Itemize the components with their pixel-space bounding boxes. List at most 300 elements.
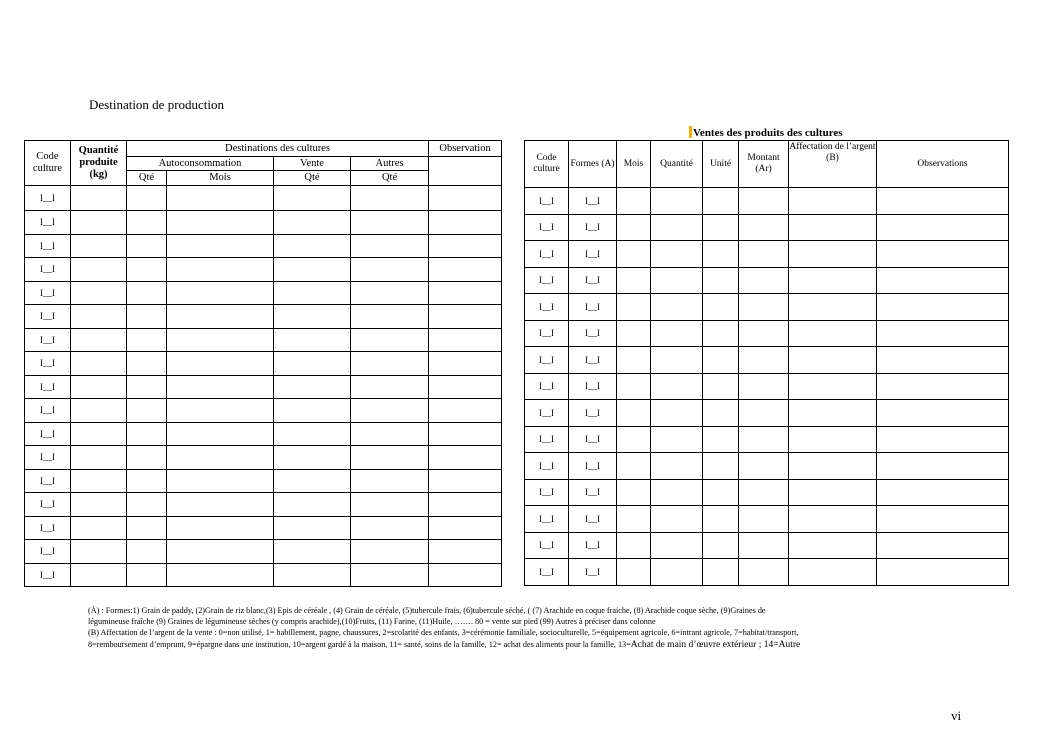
entry-cell[interactable] [739, 294, 789, 321]
right-table-body [525, 188, 1009, 586]
entry-cell[interactable] [429, 305, 502, 329]
entry-cell[interactable] [351, 399, 429, 423]
entry-cell[interactable] [739, 188, 789, 215]
entry-cell[interactable] [429, 375, 502, 399]
entry-cell[interactable] [351, 446, 429, 470]
entry-cell[interactable] [274, 186, 351, 211]
code-culture-cell[interactable]: I__I [525, 453, 569, 480]
footnote-affectation: (B) Affectation de l’argent de la vente : 0=non utilisé, 1= habillement, pagne, chaussures, 2=scolarité des enfants, 3=cérémonie familiale, socioculturelle, 5=équipement agricole, 6=intrant agricole, 7=habitat/transport, [88, 628, 799, 638]
entry-cell[interactable] [71, 211, 127, 235]
entry-cell[interactable] [71, 399, 127, 423]
formes-cell[interactable]: I__I [569, 294, 617, 321]
header-observation: Observation [429, 141, 502, 157]
entry-cell[interactable] [703, 400, 739, 427]
entry-cell[interactable] [127, 399, 167, 423]
table-row [25, 328, 502, 352]
formes-cell[interactable]: I__I [569, 347, 617, 374]
header-code-culture: Code culture [25, 141, 71, 186]
ventes-produits-table [524, 140, 1009, 586]
code-culture-cell[interactable]: I__I [525, 347, 569, 374]
entry-cell[interactable] [703, 241, 739, 268]
entry-cell[interactable] [274, 305, 351, 329]
entry-cell[interactable] [274, 563, 351, 587]
entry-cell[interactable] [877, 479, 1009, 506]
entry-cell[interactable] [167, 375, 274, 399]
header-affectation: Affectation de l’argent (B) [789, 141, 877, 188]
table-row [525, 347, 1009, 374]
code-culture-cell[interactable]: I__I [25, 375, 71, 399]
table-row [525, 453, 1009, 480]
entry-cell[interactable] [877, 400, 1009, 427]
header-autoconsommation: Autoconsommation [127, 157, 274, 171]
entry-cell[interactable] [617, 241, 651, 268]
entry-cell[interactable] [274, 422, 351, 446]
entry-cell[interactable] [71, 186, 127, 211]
entry-cell[interactable] [651, 294, 703, 321]
table-row [25, 211, 502, 235]
table-row [25, 186, 502, 211]
entry-cell[interactable] [71, 422, 127, 446]
entry-cell[interactable] [429, 281, 502, 305]
entry-cell[interactable] [429, 186, 502, 211]
formes-cell[interactable]: I__I [569, 532, 617, 559]
entry-cell[interactable] [703, 479, 739, 506]
entry-cell[interactable] [617, 373, 651, 400]
entry-cell[interactable] [167, 563, 274, 587]
entry-cell[interactable] [617, 320, 651, 347]
entry-cell[interactable] [877, 214, 1009, 241]
entry-cell[interactable] [167, 399, 274, 423]
entry-cell[interactable] [167, 493, 274, 517]
entry-cell[interactable] [877, 241, 1009, 268]
entry-cell[interactable] [127, 469, 167, 493]
entry-cell[interactable] [789, 294, 877, 321]
entry-cell[interactable] [167, 234, 274, 258]
entry-cell[interactable] [71, 516, 127, 540]
entry-cell[interactable] [351, 281, 429, 305]
entry-cell[interactable] [429, 493, 502, 517]
entry-cell[interactable] [651, 188, 703, 215]
entry-cell[interactable] [274, 258, 351, 282]
entry-cell[interactable] [703, 532, 739, 559]
entry-cell[interactable] [274, 375, 351, 399]
footnote-affectation-cont-a: 8=remboursement d’emprunt, 9=épargne dans une institution, 10=argent gardé à la maison, 11= santé, soins de la famille, 12= achat des aliments pour la famille, 13= [88, 639, 631, 649]
entry-cell[interactable] [703, 453, 739, 480]
code-culture-cell[interactable]: I__I [525, 214, 569, 241]
entry-cell[interactable] [71, 540, 127, 564]
entry-cell[interactable] [789, 373, 877, 400]
header-qte: Qté [274, 171, 351, 186]
entry-cell[interactable] [617, 506, 651, 533]
entry-cell[interactable] [429, 563, 502, 587]
entry-cell[interactable] [274, 211, 351, 235]
code-culture-cell[interactable]: I__I [25, 446, 71, 470]
header-qte: Qté [351, 171, 429, 186]
formes-cell[interactable]: I__I [569, 559, 617, 586]
formes-cell[interactable]: I__I [569, 400, 617, 427]
entry-cell[interactable] [617, 532, 651, 559]
entry-cell[interactable] [617, 347, 651, 374]
code-culture-cell[interactable]: I__I [25, 422, 71, 446]
entry-cell[interactable] [429, 328, 502, 352]
entry-cell[interactable] [739, 506, 789, 533]
entry-cell[interactable] [789, 506, 877, 533]
entry-cell[interactable] [703, 559, 739, 586]
code-culture-cell[interactable]: I__I [25, 352, 71, 376]
entry-cell[interactable] [429, 234, 502, 258]
entry-cell[interactable] [877, 506, 1009, 533]
entry-cell[interactable] [789, 241, 877, 268]
entry-cell[interactable] [351, 186, 429, 211]
formes-cell[interactable]: I__I [569, 188, 617, 215]
entry-cell[interactable] [789, 479, 877, 506]
entry-cell[interactable] [167, 305, 274, 329]
entry-cell[interactable] [351, 563, 429, 587]
table-row [25, 446, 502, 470]
entry-cell[interactable] [739, 426, 789, 453]
entry-cell[interactable] [167, 186, 274, 211]
entry-cell[interactable] [127, 258, 167, 282]
code-culture-cell[interactable]: I__I [525, 294, 569, 321]
table-row [25, 399, 502, 423]
entry-cell[interactable] [351, 516, 429, 540]
entry-cell[interactable] [703, 267, 739, 294]
entry-cell[interactable] [429, 211, 502, 235]
code-culture-cell[interactable]: I__I [525, 320, 569, 347]
entry-cell[interactable] [789, 532, 877, 559]
entry-cell[interactable] [71, 352, 127, 376]
table-row [525, 532, 1009, 559]
entry-cell[interactable] [71, 446, 127, 470]
entry-cell[interactable] [71, 563, 127, 587]
code-culture-cell[interactable]: I__I [25, 399, 71, 423]
entry-cell[interactable] [127, 540, 167, 564]
entry-cell[interactable] [274, 352, 351, 376]
entry-cell[interactable] [617, 479, 651, 506]
code-culture-cell[interactable]: I__I [525, 241, 569, 268]
left-table-body [25, 186, 502, 587]
table-row [525, 320, 1009, 347]
entry-cell[interactable] [739, 241, 789, 268]
code-culture-cell[interactable]: I__I [25, 469, 71, 493]
entry-cell[interactable] [651, 506, 703, 533]
entry-cell[interactable] [167, 469, 274, 493]
entry-cell[interactable] [127, 186, 167, 211]
code-culture-cell[interactable]: I__I [25, 258, 71, 282]
entry-cell[interactable] [127, 375, 167, 399]
formes-cell[interactable]: I__I [569, 426, 617, 453]
entry-cell[interactable] [703, 320, 739, 347]
header-autres: Autres [351, 157, 429, 171]
header-observations: Observations [877, 141, 1009, 188]
code-culture-cell[interactable]: I__I [25, 234, 71, 258]
table-row [25, 258, 502, 282]
entry-cell[interactable] [429, 422, 502, 446]
entry-cell[interactable] [351, 540, 429, 564]
entry-cell[interactable] [877, 320, 1009, 347]
entry-cell[interactable] [71, 328, 127, 352]
entry-cell[interactable] [877, 267, 1009, 294]
entry-cell[interactable] [789, 320, 877, 347]
right-section-title [689, 126, 843, 139]
table-row [25, 281, 502, 305]
entry-cell[interactable] [739, 532, 789, 559]
formes-cell[interactable]: I__I [569, 267, 617, 294]
entry-cell[interactable] [167, 328, 274, 352]
header-qte: Qté [127, 171, 167, 186]
formes-cell[interactable]: I__I [569, 506, 617, 533]
entry-cell[interactable] [127, 352, 167, 376]
formes-cell[interactable]: I__I [569, 453, 617, 480]
formes-cell[interactable]: I__I [569, 241, 617, 268]
table-row [25, 516, 502, 540]
entry-cell[interactable] [351, 375, 429, 399]
entry-cell[interactable] [651, 400, 703, 427]
entry-cell[interactable] [351, 211, 429, 235]
table-row [525, 559, 1009, 586]
entry-cell[interactable] [274, 493, 351, 517]
entry-cell[interactable] [429, 446, 502, 470]
entry-cell[interactable] [739, 347, 789, 374]
entry-cell[interactable] [877, 294, 1009, 321]
entry-cell[interactable] [651, 559, 703, 586]
entry-cell[interactable] [274, 516, 351, 540]
table-row [525, 479, 1009, 506]
code-culture-cell[interactable]: I__I [25, 516, 71, 540]
code-culture-cell[interactable]: I__I [25, 493, 71, 517]
entry-cell[interactable] [127, 328, 167, 352]
code-culture-cell[interactable]: I__I [25, 186, 71, 211]
code-culture-cell[interactable]: I__I [25, 540, 71, 564]
table-row [525, 373, 1009, 400]
table-row [525, 400, 1009, 427]
entry-cell[interactable] [651, 453, 703, 480]
entry-cell[interactable] [127, 305, 167, 329]
code-culture-cell[interactable]: I__I [525, 373, 569, 400]
destination-production-table [24, 140, 502, 587]
entry-cell[interactable] [167, 422, 274, 446]
entry-cell[interactable] [127, 211, 167, 235]
entry-cell[interactable] [651, 241, 703, 268]
entry-cell[interactable] [429, 258, 502, 282]
entry-cell[interactable] [739, 214, 789, 241]
header-unite: Unité [703, 141, 739, 188]
code-culture-cell[interactable]: I__I [525, 188, 569, 215]
entry-cell[interactable] [127, 446, 167, 470]
entry-cell[interactable] [617, 188, 651, 215]
entry-cell[interactable] [739, 559, 789, 586]
entry-cell[interactable] [71, 375, 127, 399]
entry-cell[interactable] [167, 446, 274, 470]
entry-cell[interactable] [351, 469, 429, 493]
entry-cell[interactable] [429, 540, 502, 564]
entry-cell[interactable] [651, 347, 703, 374]
entry-cell[interactable] [274, 540, 351, 564]
entry-cell[interactable] [351, 305, 429, 329]
table-row [25, 352, 502, 376]
entry-cell[interactable] [167, 540, 274, 564]
entry-cell[interactable] [703, 188, 739, 215]
table-row [25, 422, 502, 446]
entry-cell[interactable] [351, 328, 429, 352]
entry-cell[interactable] [877, 559, 1009, 586]
entry-cell[interactable] [429, 352, 502, 376]
table-row [525, 267, 1009, 294]
table-row [25, 234, 502, 258]
code-culture-cell[interactable]: I__I [525, 559, 569, 586]
entry-cell[interactable] [127, 422, 167, 446]
entry-cell[interactable] [617, 214, 651, 241]
entry-cell[interactable] [739, 400, 789, 427]
code-culture-cell[interactable]: I__I [25, 281, 71, 305]
table-row [525, 241, 1009, 268]
left-section-title: Destination de production [89, 97, 225, 112]
table-row [25, 540, 502, 564]
entry-cell[interactable] [703, 214, 739, 241]
entry-cell[interactable] [739, 479, 789, 506]
entry-cell[interactable] [167, 258, 274, 282]
footnotes [88, 605, 1018, 651]
entry-cell[interactable] [651, 373, 703, 400]
entry-cell[interactable] [617, 426, 651, 453]
entry-cell[interactable] [789, 188, 877, 215]
header-formes: Formes (A) [569, 141, 617, 188]
entry-cell[interactable] [71, 281, 127, 305]
entry-cell[interactable] [127, 281, 167, 305]
observation-blank [429, 157, 502, 186]
entry-cell[interactable] [127, 563, 167, 587]
code-culture-cell[interactable]: I__I [525, 426, 569, 453]
table-row [25, 493, 502, 517]
entry-cell[interactable] [703, 373, 739, 400]
entry-cell[interactable] [651, 532, 703, 559]
entry-cell[interactable] [274, 399, 351, 423]
entry-cell[interactable] [71, 493, 127, 517]
entry-cell[interactable] [351, 493, 429, 517]
entry-cell[interactable] [703, 347, 739, 374]
entry-cell[interactable] [71, 469, 127, 493]
footnote-affectation-cont-b: Achat de main d’œuvre extérieur ; 14=Autre [630, 639, 801, 650]
entry-cell[interactable] [71, 258, 127, 282]
entry-cell[interactable] [429, 399, 502, 423]
formes-cell[interactable]: I__I [569, 479, 617, 506]
highlight-mark [689, 126, 692, 138]
entry-cell[interactable] [617, 294, 651, 321]
code-culture-cell[interactable]: I__I [525, 532, 569, 559]
entry-cell[interactable] [617, 453, 651, 480]
header-vente: Vente [274, 157, 351, 171]
formes-cell[interactable]: I__I [569, 373, 617, 400]
entry-cell[interactable] [703, 426, 739, 453]
table-row [525, 294, 1009, 321]
header-quantite: Quantité [651, 141, 703, 188]
entry-cell[interactable] [351, 422, 429, 446]
entry-cell[interactable] [127, 234, 167, 258]
footnote-affectation-cont [88, 639, 1018, 651]
code-culture-cell[interactable]: I__I [25, 211, 71, 235]
entry-cell[interactable] [877, 188, 1009, 215]
code-culture-cell[interactable]: I__I [25, 305, 71, 329]
table-row [525, 426, 1009, 453]
entry-cell[interactable] [789, 453, 877, 480]
entry-cell[interactable] [651, 426, 703, 453]
entry-cell[interactable] [167, 516, 274, 540]
entry-cell[interactable] [167, 352, 274, 376]
header-code-culture: Code culture [525, 141, 569, 188]
entry-cell[interactable] [877, 453, 1009, 480]
footnote-formes-cont: légumineuse fraîche (9) Graines de légumineuse sèches (y compris arachide),(10)Fruits, (11) Farine, (11)Huile, ……. 80 = vente sur pied (99) Autres à préciser dans colonne [88, 617, 656, 627]
entry-cell[interactable] [351, 234, 429, 258]
entry-cell[interactable] [703, 506, 739, 533]
entry-cell[interactable] [789, 347, 877, 374]
entry-cell[interactable] [274, 234, 351, 258]
code-culture-cell[interactable]: I__I [525, 479, 569, 506]
entry-cell[interactable] [739, 373, 789, 400]
entry-cell[interactable] [429, 516, 502, 540]
entry-cell[interactable] [274, 328, 351, 352]
table-row [25, 563, 502, 587]
page-number: vi [951, 708, 962, 723]
entry-cell[interactable] [351, 352, 429, 376]
entry-cell[interactable] [167, 281, 274, 305]
entry-cell[interactable] [789, 559, 877, 586]
code-culture-cell[interactable]: I__I [25, 563, 71, 587]
entry-cell[interactable] [127, 493, 167, 517]
entry-cell[interactable] [167, 211, 274, 235]
entry-cell[interactable] [739, 320, 789, 347]
table-row [525, 188, 1009, 215]
entry-cell[interactable] [651, 267, 703, 294]
entry-cell[interactable] [789, 214, 877, 241]
code-culture-cell[interactable]: I__I [525, 267, 569, 294]
header-montant: Montant (Ar) [739, 141, 789, 188]
entry-cell[interactable] [651, 320, 703, 347]
entry-cell[interactable] [127, 516, 167, 540]
entry-cell[interactable] [877, 347, 1009, 374]
entry-cell[interactable] [651, 479, 703, 506]
table-row [525, 506, 1009, 533]
entry-cell[interactable] [71, 234, 127, 258]
header-destinations: Destinations des cultures [127, 141, 429, 157]
entry-cell[interactable] [739, 453, 789, 480]
entry-cell[interactable] [877, 532, 1009, 559]
entry-cell[interactable] [789, 267, 877, 294]
entry-cell[interactable] [789, 400, 877, 427]
header-mois: Mois [167, 171, 274, 186]
entry-cell[interactable] [617, 267, 651, 294]
formes-cell[interactable]: I__I [569, 214, 617, 241]
entry-cell[interactable] [617, 400, 651, 427]
formes-cell[interactable]: I__I [569, 320, 617, 347]
entry-cell[interactable] [429, 469, 502, 493]
entry-cell[interactable] [274, 446, 351, 470]
code-culture-cell[interactable]: I__I [525, 506, 569, 533]
entry-cell[interactable] [274, 281, 351, 305]
entry-cell[interactable] [274, 469, 351, 493]
entry-cell[interactable] [651, 214, 703, 241]
entry-cell[interactable] [877, 373, 1009, 400]
entry-cell[interactable] [617, 559, 651, 586]
entry-cell[interactable] [71, 305, 127, 329]
code-culture-cell[interactable]: I__I [525, 400, 569, 427]
entry-cell[interactable] [739, 267, 789, 294]
entry-cell[interactable] [351, 258, 429, 282]
table-row [525, 214, 1009, 241]
entry-cell[interactable] [703, 294, 739, 321]
code-culture-cell[interactable]: I__I [25, 328, 71, 352]
entry-cell[interactable] [877, 426, 1009, 453]
entry-cell[interactable] [789, 426, 877, 453]
